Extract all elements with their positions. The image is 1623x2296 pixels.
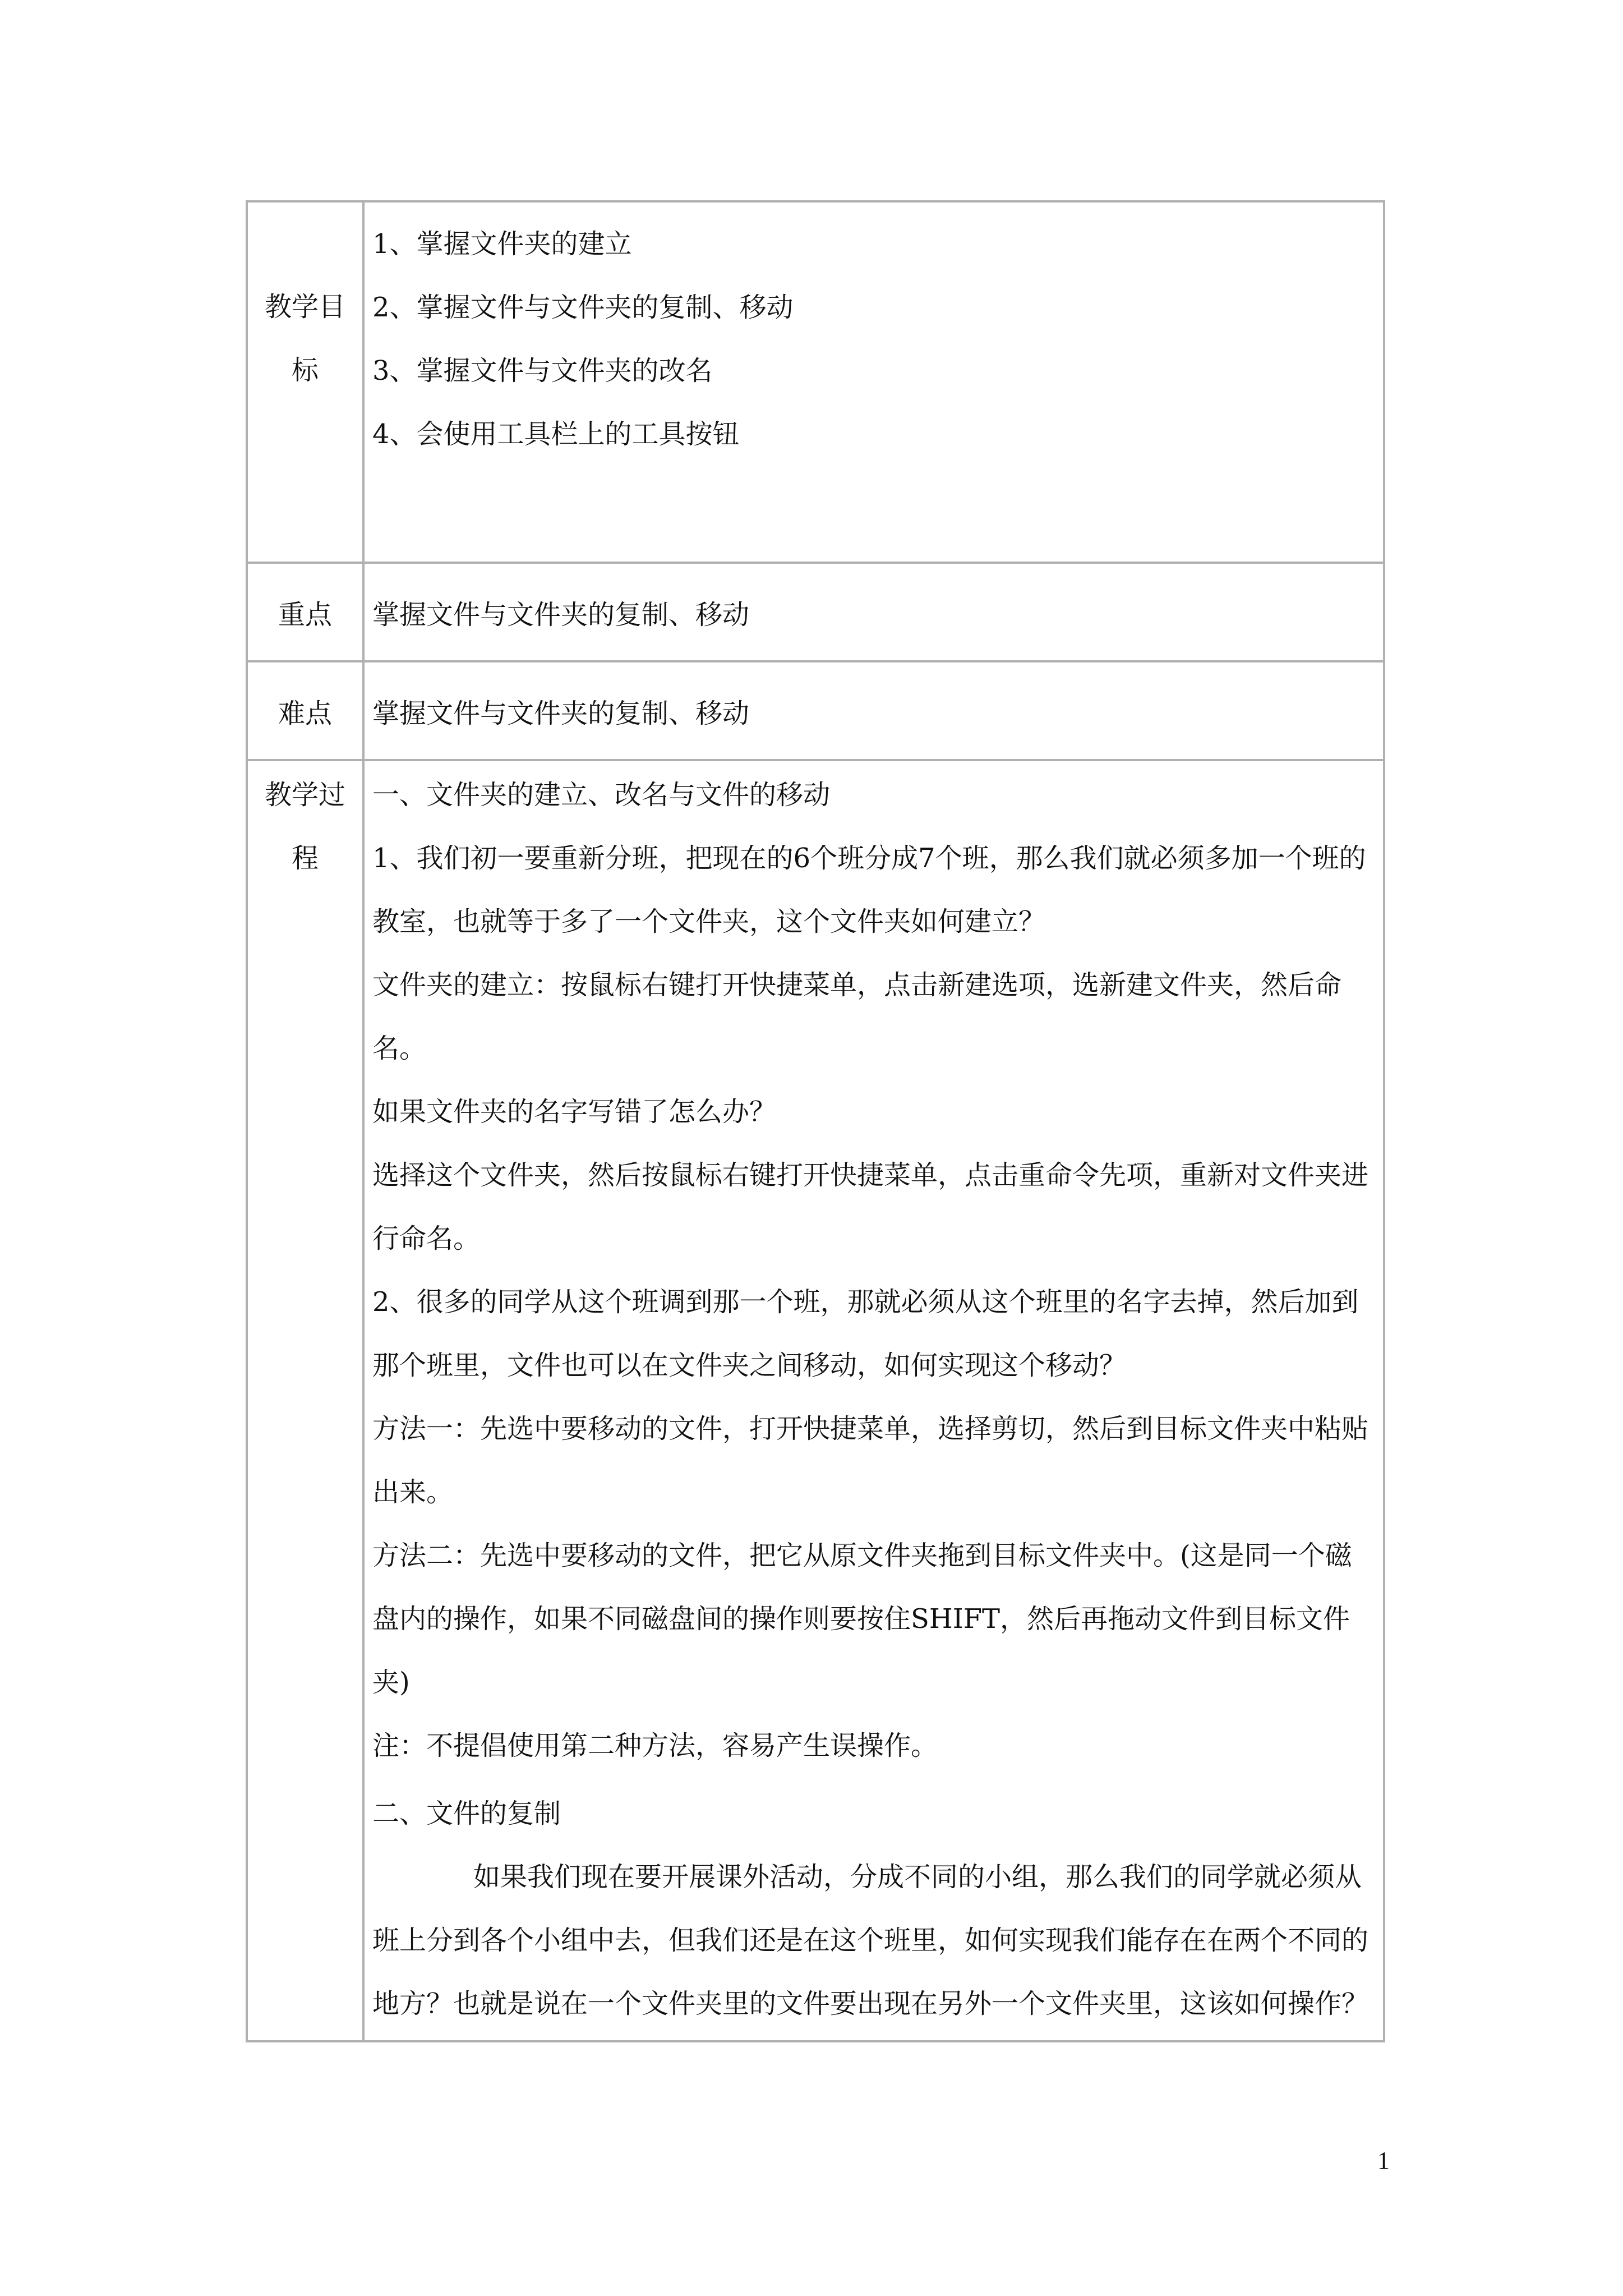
- paragraph: 1、我们初一要重新分班，把现在的6个班分成7个班，那么我们就必须多加一个班的教室，也就等于多了一个文件夹，这个文件夹如何建立？: [372, 843, 1366, 937]
- goal-item: 2、掌握文件与文件夹的复制、移动: [372, 292, 794, 323]
- paragraph: 方法一：先选中要移动的文件，打开快捷菜单，选择剪切，然后到目标文件夹中粘贴出来。: [372, 1413, 1369, 1508]
- process-row: [247, 760, 1384, 2041]
- key-point-row: [247, 563, 1384, 661]
- process-content-cell: [363, 760, 1384, 2041]
- goal-item: 4、会使用工具栏上的工具按钮: [372, 418, 740, 450]
- goal-item: 1、掌握文件夹的建立: [372, 228, 632, 260]
- paragraph: 如果我们现在要开展课外活动，分成不同的小组，那么我们的同学就必须从班上分到各个小组中去，但我们还是在这个班里，如何实现我们能存在在两个不同的地方？也就是说在一个文件夹里的文件要出现在另外一个文件夹里，这该如何操作？: [372, 1861, 1369, 2019]
- paragraph: 文件夹的建立：按鼠标右键打开快捷菜单，点击新建选项，选新建文件夹，然后命名。: [372, 969, 1342, 1064]
- paragraph: 选择这个文件夹，然后按鼠标右键打开快捷菜单，点击重命令先项，重新对文件夹进行命名。: [372, 1159, 1369, 1254]
- goals-content-cell: [363, 201, 1384, 563]
- difficulty-label: 难点: [247, 661, 363, 760]
- lesson-plan-table: [246, 200, 1385, 2042]
- section-title: 二、文件的复制: [372, 1798, 561, 1829]
- difficulty-row: [247, 661, 1384, 760]
- goals-label-cell: [247, 201, 363, 563]
- paragraph: 方法二：先选中要移动的文件，把它从原文件夹拖到目标文件夹中。(这是同一个磁盘内的操作，如果不同磁盘间的操作则要按住SHIFT，然后再拖动文件到目标文件夹): [372, 1540, 1352, 1698]
- page-number: 1: [1377, 2147, 1390, 2174]
- goal-item: 3、掌握文件与文件夹的改名: [372, 355, 713, 386]
- process-label: 教学过程: [264, 779, 345, 874]
- paragraph: 如果文件夹的名字写错了怎么办？: [372, 1096, 777, 1128]
- process-label-cell: [247, 760, 363, 2041]
- key-point-label: 重点: [247, 563, 363, 661]
- section-title: 一、文件夹的建立、改名与文件的移动: [372, 779, 831, 811]
- goals-label: 教学目标: [264, 291, 345, 386]
- paragraph: 注：不提倡使用第二种方法，容易产生误操作。: [372, 1730, 938, 1761]
- key-point-text: 掌握文件与文件夹的复制、移动: [363, 563, 1384, 661]
- paragraph: 2、很多的同学从这个班调到那一个班，那就必须从这个班里的名字去掉，然后加到那个班里，文件也可以在文件夹之间移动，如何实现这个移动？: [372, 1286, 1359, 1381]
- difficulty-text: 掌握文件与文件夹的复制、移动: [363, 661, 1384, 760]
- goals-row: [247, 201, 1384, 563]
